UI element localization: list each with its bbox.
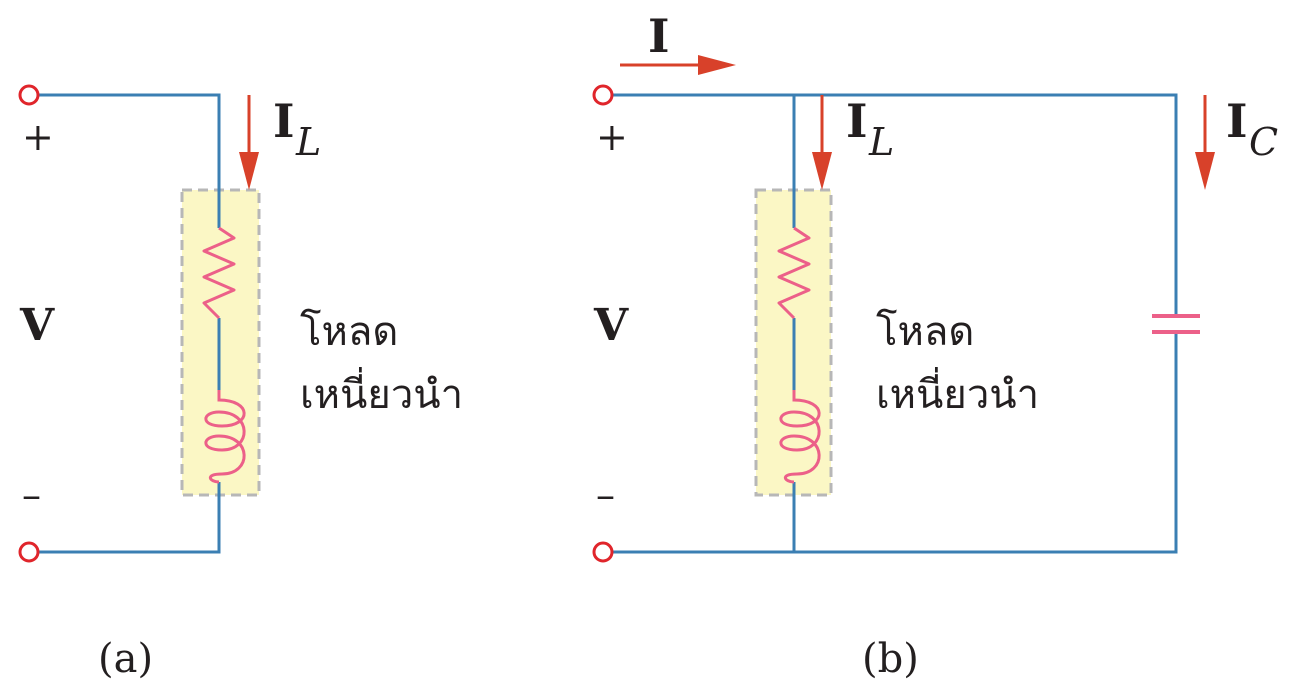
top-terminal-a [20, 86, 38, 104]
minus-label-b: – [596, 473, 615, 517]
source-current-label-b: I [648, 9, 670, 63]
current-ic-subscript-b: C [1249, 120, 1279, 164]
voltage-label-a: V [20, 300, 55, 351]
i-arrow-head-b [698, 55, 736, 75]
top-terminal-b [594, 86, 612, 104]
load-label-line2-a: เหนี่ยวนำ [300, 372, 464, 418]
current-ic-label-b: I [1226, 94, 1248, 148]
load-label-line2-b: เหนี่ยวนำ [876, 372, 1040, 418]
current-il-label-b: I [846, 94, 868, 148]
il-arrow-head-b [812, 152, 832, 190]
il-arrow-head-a [239, 152, 259, 190]
load-label-line1-a: โหลด [300, 309, 399, 355]
minus-label-a: – [22, 473, 41, 517]
voltage-label-b: V [594, 300, 629, 351]
bottom-terminal-b [594, 543, 612, 561]
plus-label-a: + [22, 115, 54, 159]
caption-a: (a) [98, 636, 154, 682]
circuit-a [19, 86, 463, 682]
caption-b: (b) [862, 636, 919, 682]
bottom-terminal-a [20, 543, 38, 561]
current-il-label-a: I [273, 94, 295, 148]
current-il-subscript-b: L [869, 120, 895, 164]
cap-bottom-wire-b [612, 332, 1176, 552]
current-il-subscript-a: L [296, 120, 322, 164]
load-label-line1-b: โหลด [876, 309, 975, 355]
ic-arrow-head-b [1195, 152, 1215, 190]
plus-label-b: + [596, 115, 628, 159]
circuit-b [593, 9, 1278, 682]
